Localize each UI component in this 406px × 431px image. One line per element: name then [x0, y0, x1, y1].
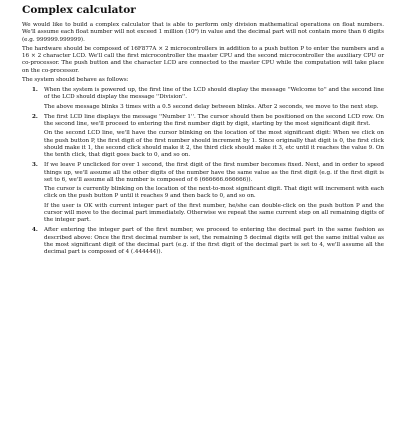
step-2: [22, 114, 384, 160]
step-2-paragraph-1: The first LCD line displays the message ''Number 1''. The cursor should then be positioned on the second LCD row. On the second line, we'll proceed to entering the first number digit by digit, starting by the most significant digit first.: [44, 113, 384, 127]
step-number: 3.: [32, 162, 38, 169]
steps-list: [22, 87, 384, 256]
step-3-paragraph-1: If we leave P unclicked for over 1 second, the first digit of the first number becomes fixed. Next, and in order to speed things up, we'll assume all the other digits of the number have the same value as the first digit (e.g. if the first digit is set to 6, we'll assume all the number is composed of 6 (666666.666666)).: [44, 162, 384, 183]
step-1: [22, 87, 384, 111]
intro-paragraph-1: We would like to build a complex calculator that is able to perform only division mathematical operations on float numbers. We'll assume each float number will not exceed 1 million (10⁶) in value and the decimal part will not contain more than 6 digits (e.g. 999999.999999).: [22, 22, 384, 43]
step-3-paragraph-3: If the user is OK with current integer part of the first number, he/she can double-click on the push button P and the cursor will move to the decimal part immediately. Otherwise we repeat the same current step on all remaining digits of the integer part.: [44, 202, 384, 223]
step-1-paragraph-2: The above message blinks 3 times with a 0.5 second delay between blinks. After 2 seconds, we move to the next step.: [44, 103, 379, 110]
intro-paragraph-2: The hardware should be composed of 16F877A × 2 microcontrollers in addition to a push button P to enter the numbers and a 16 × 2 character LCD. We'll call the first microcontroller the master CPU and the second microcontroller the auxiliary CPU or co-processor. The push button and the character LCD are connected to the master CPU while the computation will take place on the co-processor.: [22, 45, 384, 74]
step-number: 1.: [32, 87, 38, 93]
step-2-paragraph-2: On the second LCD line, we'll have the cursor blinking on the location of the most significant digit: When we click on the push button P, the first digit of the first number should increment by 1. Since originally that digit is 0, the first click should make it 1, the second click should make it 2, the third click should make it 3, etc until it reaches the value 9. On the tenth click, that digit goes back to 0, and so on.: [44, 130, 384, 158]
step-number: 4.: [32, 227, 38, 234]
intro-paragraph-3: The system should behave as follows:: [22, 76, 129, 83]
step-4-paragraph-1: After entering the integer part of the first number, we proceed to entering the decimal part in the same fashion as described above: Once the first decimal number is set, the remaining 5 decimal digits will get the same initial value as the most significant digit of the decimal part (e.g. if the first digit of the decimal part is set to 4, we'll assume all the decimal part is composed of 4 (.444444)).: [44, 227, 384, 255]
step-number: 2.: [32, 113, 38, 120]
step-1-paragraph-1: When the system is powered up, the first line of the LCD should display the message ''Welcome to'' and the second line of the LCD should display the message ''Division''.: [44, 87, 384, 101]
step-4: [22, 227, 384, 256]
step-3: [22, 162, 384, 224]
page-title: Complex calculator: [22, 4, 136, 16]
step-3-paragraph-2: The cursor is currently blinking on the location of the next-to-most significant digit. That digit will increment with each click on the push button P until it reaches 9 and then back to 0, and so on.: [44, 186, 384, 200]
